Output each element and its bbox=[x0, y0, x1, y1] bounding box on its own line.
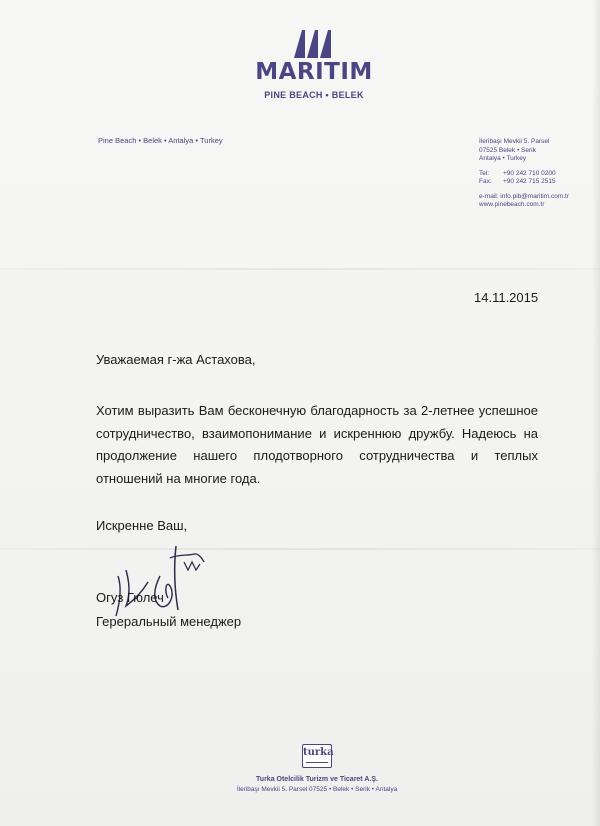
address-line-2: 07525 Belek • Serik bbox=[479, 146, 536, 154]
address-line-3: Antalya • Turkey bbox=[479, 155, 527, 162]
contact-block bbox=[479, 138, 569, 210]
handwritten-signature bbox=[104, 536, 214, 626]
brand-name: MARITIM bbox=[255, 59, 373, 85]
signer-name: Огуз Гюлеч bbox=[96, 590, 164, 605]
address-line-1: İleribaşı Mevkii 5. Parsel bbox=[479, 138, 550, 145]
phone-label: Tel: bbox=[479, 169, 490, 177]
header-location-line: Pine Beach • Belek • Antalya • Turkey bbox=[98, 136, 223, 145]
salutation: Уважаемая г-жа Астахова, bbox=[96, 352, 256, 367]
fax-label: Fax: bbox=[479, 178, 492, 185]
letter-body: Хотим выразить Вам бесконечную благодарность за 2-летнее успешное сотрудничество, взаимопонимание и искреннюю дружбу. Надеюсь на продолжение нашего плодотворного сотрудничества и теплых отношений на многие года. bbox=[96, 403, 538, 486]
paper-fold-line bbox=[0, 268, 600, 270]
signer-title: Гереральный менеджер bbox=[96, 614, 242, 629]
fax-row bbox=[479, 178, 569, 187]
email-line: e-mail: info.pib@maritim.com.tr bbox=[479, 192, 570, 200]
letter-date: 14.11.2015 bbox=[474, 290, 539, 305]
maritim-sails-logo-icon bbox=[290, 28, 336, 58]
phone-number: +90 242 710 0200 bbox=[503, 169, 556, 177]
website-line: www.pinebeach.com.tr bbox=[479, 201, 545, 208]
closing-line: Искренне Ваш, bbox=[96, 518, 188, 533]
footer-company-name: Turka Otelcilik Turizm ve Ticaret A.Ş. bbox=[256, 776, 378, 783]
brand-location: PINE BEACH • BELEK bbox=[264, 90, 364, 100]
scan-edge-shadow bbox=[592, 0, 600, 826]
fax-number: +90 242 715 2515 bbox=[503, 178, 556, 185]
phone-row bbox=[479, 170, 569, 179]
turka-logo-text: turka bbox=[303, 747, 334, 758]
paper-fold-line bbox=[0, 548, 600, 550]
turka-logo bbox=[302, 744, 332, 768]
footer-address: İleribaşı Mevkii 5. Parsel 07525 • Belek • Serik • Antalya bbox=[236, 786, 398, 793]
